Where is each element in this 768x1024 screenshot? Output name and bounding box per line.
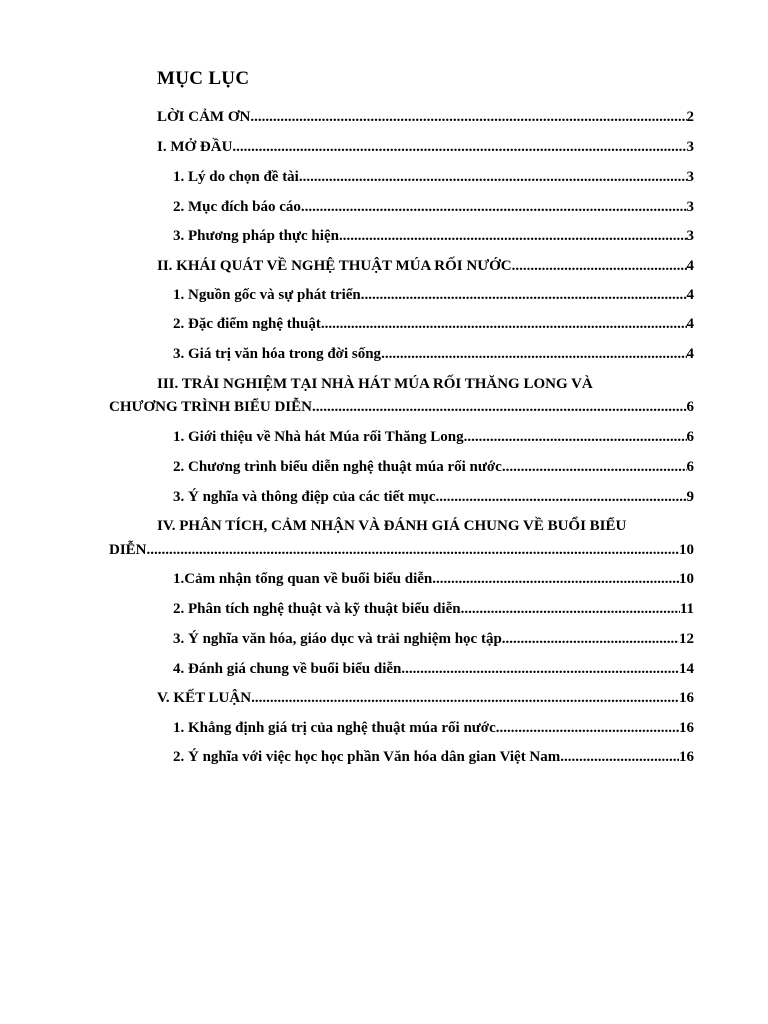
toc-entry-phan-tich-nghe-thuat[interactable] [173, 600, 694, 618]
toc-entry-label: 1. Nguồn gốc và sự phát triển [173, 287, 361, 303]
toc-entry-nguon-goc[interactable] [173, 286, 694, 304]
toc-entry-trai-nghiem[interactable] [109, 398, 694, 416]
toc-entry-gioi-thieu[interactable] [173, 428, 694, 446]
toc-entry-page: 6 [686, 399, 694, 415]
toc-entry-label: 4. Đánh giá chung về buổi biểu diễn [173, 661, 402, 677]
toc-entry-page: 4 [686, 316, 694, 332]
toc-entry-mo-dau[interactable] [157, 138, 694, 156]
toc-entry-page: 11 [679, 601, 694, 617]
toc-leader-dots [339, 227, 687, 245]
toc-leader-dots [502, 630, 679, 648]
toc-entry-page: 6 [686, 459, 694, 475]
toc-entry-label: 1. Khẳng định giá trị của nghệ thuật múa rối nước [173, 720, 496, 736]
toc-leader-dots [502, 458, 687, 476]
toc-leader-dots [436, 488, 687, 506]
toc-entry-page: 4 [686, 258, 694, 274]
toc-entry-label: 3. Ý nghĩa văn hóa, giáo dục và trải nghiệm học tập [173, 631, 502, 647]
toc-entry-label: V. KẾT LUẬN [157, 690, 252, 706]
toc-entry-label: CHƯƠNG TRÌNH BIỂU DIỄN [109, 399, 312, 415]
toc-entry-y-nghia-van-hoa[interactable] [173, 630, 694, 648]
toc-entry-label: 2. Mục đích báo cáo [173, 199, 301, 215]
toc-entry-label: 1. Lý do chọn đề tài [173, 169, 299, 185]
toc-leader-dots [147, 541, 679, 559]
toc-entry-muc-dich[interactable] [173, 198, 694, 216]
toc-entry-ket-luan[interactable] [157, 689, 694, 707]
toc-leader-dots [461, 600, 680, 618]
toc-leader-dots [381, 345, 686, 363]
toc-entry-label: 2. Phân tích nghệ thuật và kỹ thuật biểu diễn [173, 601, 461, 617]
toc-leader-dots [560, 748, 679, 766]
toc-entry-label: 1.Cảm nhận tổng quan về buổi biểu diễn [173, 571, 433, 587]
toc-entry-page: 16 [679, 749, 694, 765]
toc-leader-dots [464, 428, 687, 446]
toc-entry-label: 1. Giới thiệu về Nhà hát Múa rối Thăng Long [173, 429, 464, 445]
toc-entry-page: 16 [679, 720, 694, 736]
toc-entry-label: 2. Chương trình biểu diễn nghệ thuật múa rối nước [173, 459, 502, 475]
toc-entry-label: 3. Giá trị văn hóa trong đời sống [173, 346, 382, 362]
toc-entry-khang-dinh[interactable] [173, 719, 694, 737]
toc-entry-page: 4 [686, 287, 694, 303]
toc-leader-dots [312, 398, 687, 416]
toc-entry-y-nghia-thong-diep[interactable] [173, 488, 694, 506]
toc-entry-label: 2. Ý nghĩa với việc học học phần Văn hóa dân gian Việt Nam [173, 749, 561, 765]
toc-entry-label: 2. Đặc điểm nghệ thuật [173, 316, 321, 332]
toc-entry-page: 2 [686, 109, 694, 125]
toc-entry-khai-quat[interactable] [157, 257, 694, 275]
toc-leader-dots [232, 138, 686, 156]
toc-leader-dots [250, 108, 686, 126]
toc-leader-dots [361, 286, 687, 304]
toc-entry-page: 16 [679, 690, 694, 706]
toc-leader-dots [512, 257, 687, 275]
toc-entry-page: 10 [679, 542, 694, 558]
toc-entry-chuong-trinh[interactable] [173, 458, 694, 476]
toc-entry-page: 10 [679, 571, 694, 587]
toc-entry-label: II. KHÁI QUÁT VỀ NGHỆ THUẬT MÚA RỐI NƯỚC [157, 258, 512, 274]
toc-entry-danh-gia-chung[interactable] [173, 660, 694, 678]
toc-entry-phan-tich[interactable] [109, 541, 694, 559]
toc-entry-ly-do[interactable] [173, 168, 694, 186]
toc-entry-page: 6 [686, 429, 694, 445]
toc-entry-label: 3. Phương pháp thực hiện [173, 228, 339, 244]
toc-entry-page: 3 [686, 169, 694, 185]
toc-entry-dac-diem[interactable] [173, 315, 694, 333]
toc-entry-loi-cam-on[interactable] [157, 108, 694, 126]
toc-entry-page: 14 [679, 661, 694, 677]
toc-entry-cam-nhan[interactable] [173, 570, 694, 588]
toc-title: MỤC LỤC [157, 68, 250, 89]
toc-entry-phan-tich-line1[interactable]: IV. PHÂN TÍCH, CẢM NHẬN VÀ ĐÁNH GIÁ CHUNG VỀ BUỔI BIỂU [157, 518, 627, 534]
toc-entry-trai-nghiem-line1[interactable]: III. TRẢI NGHIỆM TẠI NHÀ HÁT MÚA RỐI THĂNG LONG VÀ [157, 376, 593, 392]
toc-entry-label: 3. Ý nghĩa và thông điệp của các tiết mục [173, 489, 436, 505]
toc-entry-gia-tri[interactable] [173, 345, 694, 363]
toc-entry-y-nghia-hoc-phan[interactable] [173, 748, 694, 766]
toc-leader-dots [299, 168, 687, 186]
toc-leader-dots [432, 570, 679, 588]
toc-entry-page: 3 [686, 199, 694, 215]
toc-entry-page: 4 [686, 346, 694, 362]
toc-entry-page: 3 [686, 228, 694, 244]
toc-entry-label: DIỄN [109, 542, 147, 558]
toc-leader-dots [401, 660, 679, 678]
toc-leader-dots [496, 719, 679, 737]
toc-entry-phuong-phap[interactable] [173, 227, 694, 245]
toc-leader-dots [251, 689, 679, 707]
toc-entry-page: 12 [679, 631, 694, 647]
toc-entry-label: LỜI CẢM ƠN [157, 109, 251, 125]
toc-entry-page: 3 [686, 139, 694, 155]
toc-leader-dots [321, 315, 687, 333]
toc-entry-label: I. MỞ ĐẦU [157, 139, 233, 155]
toc-leader-dots [301, 198, 687, 216]
toc-entry-page: 9 [686, 489, 694, 505]
